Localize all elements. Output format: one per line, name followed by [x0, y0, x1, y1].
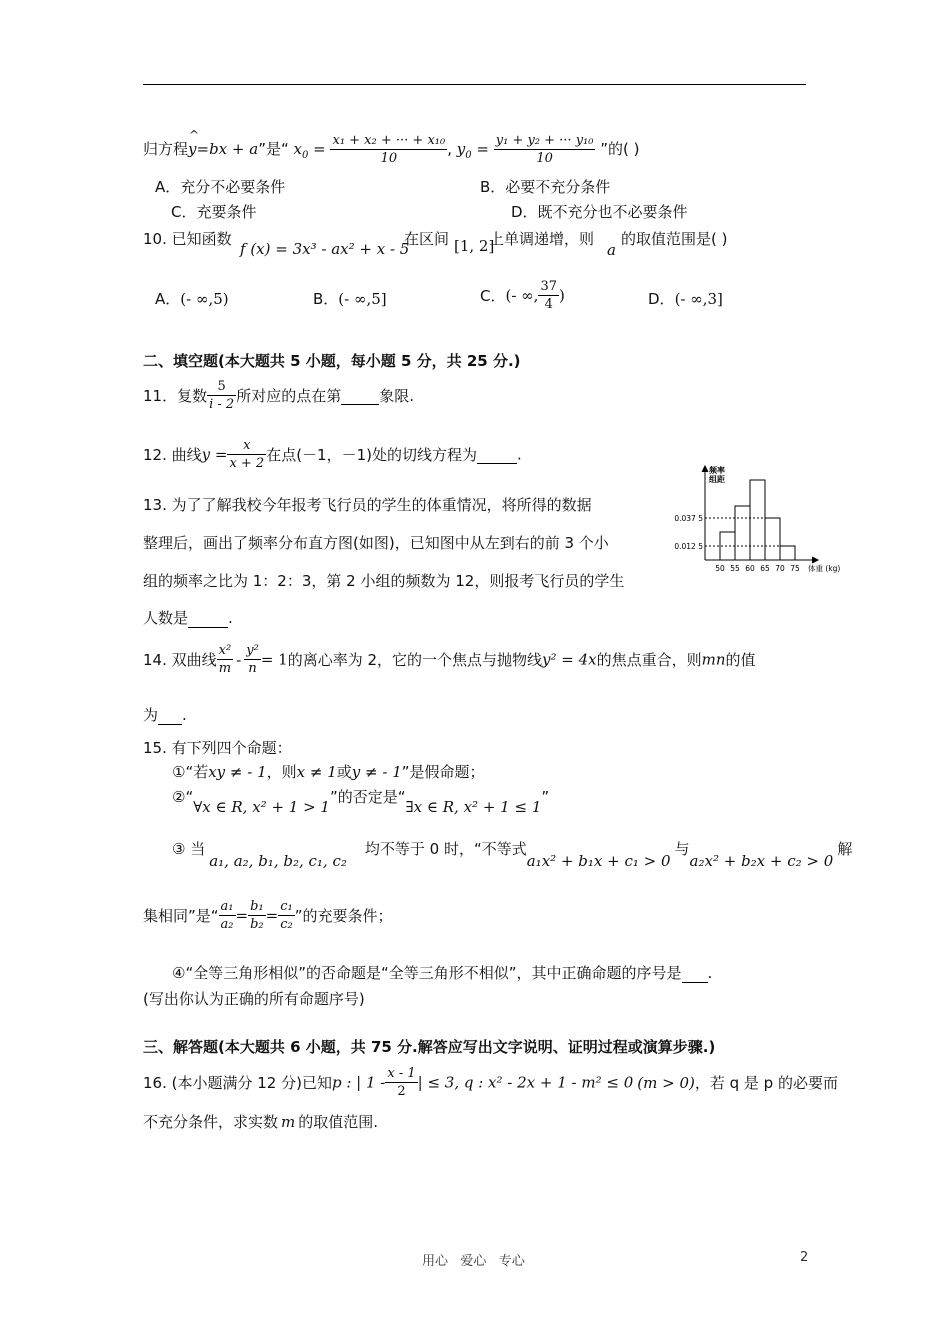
histogram-ytick-00125: 0.012 5 — [674, 542, 703, 551]
page-number: 2 — [800, 1250, 809, 1265]
q10-option-d: D．(- ∞,3] — [648, 290, 723, 308]
q13-answer-blank[interactable] — [188, 609, 228, 628]
q10-text2: 在区间 — [404, 230, 450, 248]
q9-line: 归方程 ^ y=bx + a”是“ $x_0$ = $\frac{\text{x₁ + x₂ + ··· + x₁₀}}{10}$ , $y_0$ = $\frac{\text{y₁ + y₂ + ··· y₁₀}}{10}$ ”的( ) — [143, 128, 640, 166]
histogram-bar-70-75 — [780, 546, 795, 560]
q15-prop-1: ①“若xy ≠ - 1，则x ≠ 1或y ≠ - 1”是假命题； — [172, 763, 485, 781]
histogram-xtick: 70 — [775, 564, 785, 573]
histogram-bar-55-60 — [735, 506, 750, 560]
q14-line1: 14. 双曲线 $\frac{\text{x²}}{m}$ - $\frac{\text{y²}}{n}$ = 1的离心率为 2，它的一个焦点与抛物线y² = 4x的焦点重合，则mn的值 — [143, 643, 756, 676]
q10-option-c: C．(- ∞, $\frac{37}{4}$ ) — [480, 279, 565, 312]
q16-line1: 16. (本小题满分 12 分)已知p : | 1 - $\frac{x - 1}{2}$ | ≤ 3, q : x² - 2x + 1 - m² ≤ 0 (m > 0)，若 q 是 p 的必要而 — [143, 1066, 838, 1099]
q10-option-a: A．(- ∞,5) — [155, 290, 229, 308]
q14-line2: 为 . — [143, 706, 187, 724]
header-rule — [143, 84, 806, 85]
q15-note: (写出你认为正确的所有命题序号) — [143, 990, 365, 1008]
q16-line2: 不充分条件，求实数 m 的取值范围. — [143, 1113, 379, 1131]
histogram-ylabel-bottom: 组距 — [709, 475, 725, 484]
frequency-histogram — [672, 464, 850, 579]
q10-function: f (x) = 3x³ - ax² + x - 5 — [240, 240, 410, 258]
histogram-xtick: 65 — [760, 564, 770, 573]
q15-prop-2: ②“∀x ∈ R, x² + 1 > 1”的否定是“∃x ∈ R, x² + 1 ≤ 1” — [172, 788, 550, 816]
q10-stem: 10. 已知函数 — [143, 230, 232, 248]
q14-answer-blank[interactable] — [158, 706, 182, 725]
q15-answer-blank[interactable] — [682, 964, 708, 983]
histogram-xlabel: 体重 (kg) — [808, 564, 841, 573]
q15-title: 15. 有下列四个命题： — [143, 739, 292, 757]
q9-option-d: D．既不充分也不必要条件 — [511, 203, 688, 221]
histogram-xtick: 50 — [715, 564, 725, 573]
q9-option-c: C．充要条件 — [171, 203, 257, 221]
q12: 12. 曲线y = $\frac{x}{x + 2}$ 在点(－1，－1)处的切线方程为 . — [143, 438, 522, 471]
q13-line4: 人数是 . — [143, 609, 233, 627]
q11: 11．复数 $\frac{5}{i - 2}$ 所对应的点在第 象限. — [143, 379, 414, 412]
histogram-bar-60-65 — [750, 480, 765, 560]
y0-fraction: $\frac{\text{y₁ + y₂ + ··· y₁₀}}{10}$ — [495, 133, 594, 166]
q15-prop-4: ④“全等三角形相似”的否命题是“全等三角形不相似”，其中正确命题的序号是 . — [172, 964, 713, 982]
q15-prop-3-line2: 集相同”是“ $\frac{\text{a₁}}{\text{a₂}}$ = $\frac{\text{b₁}}{\text{b₂}}$ = $\frac{\text{c₁}}{\text{c₂}}$ ”的充要条件； — [143, 899, 393, 932]
histogram-y-arrow — [702, 466, 708, 472]
histogram-xtick: 55 — [730, 564, 740, 573]
histogram-ylabel-top: 频率 — [709, 466, 725, 475]
q10-text3: 上单调递增，则 — [489, 230, 595, 248]
q13-line2: 整理后，画出了频率分布直方图(如图)，已知图中从左到右的前 3 个小 — [143, 534, 609, 552]
q10-option-b: B．(- ∞,5] — [313, 290, 387, 308]
q10-interval: [1, 2] — [454, 237, 495, 255]
footer-motto: 用心 爱心 专心 — [422, 1254, 525, 1269]
histogram-xtick: 75 — [790, 564, 800, 573]
q11-answer-blank[interactable] — [341, 386, 379, 405]
q12-answer-blank[interactable] — [477, 445, 517, 464]
histogram-bar-65-70 — [765, 518, 780, 560]
section-2-heading: 二、填空题(本大题共 5 小题，每小题 5 分，共 25 分.) — [143, 352, 521, 370]
q10-text4: 的取值范围是( ) — [621, 230, 728, 248]
histogram-ytick-00375: 0.037 5 — [674, 514, 703, 523]
q15-prop-3: ③ 当a₁, a₂, b₁, b₂, c₁, c₂均不等于 0 时，“不等式a₁x² + b₁x + c₁ > 0与a₂x² + b₂x + c₂ > 0解 — [172, 840, 853, 870]
histogram-x-arrow — [812, 557, 818, 563]
histogram-xtick: 60 — [745, 564, 755, 573]
q13-line3: 组的频率之比为 1：2：3，第 2 小组的频数为 12，则报考飞行员的学生 — [143, 572, 625, 590]
q13-line1: 13. 为了了解我校今年报考飞行员的学生的体重情况，将所得的数据 — [143, 496, 592, 514]
x0-fraction: $\frac{\text{x₁ + x₂ + ··· + x₁₀}}{10}$ — [332, 133, 446, 166]
section-3-heading: 三、解答题(本大题共 6 小题，共 75 分.解答应写出文字说明、证明过程或演算步骤.) — [143, 1038, 716, 1056]
q9-option-a: A．充分不必要条件 — [155, 178, 286, 196]
q9-option-b: B．必要不充分条件 — [480, 178, 611, 196]
q10-var: a — [607, 241, 616, 259]
